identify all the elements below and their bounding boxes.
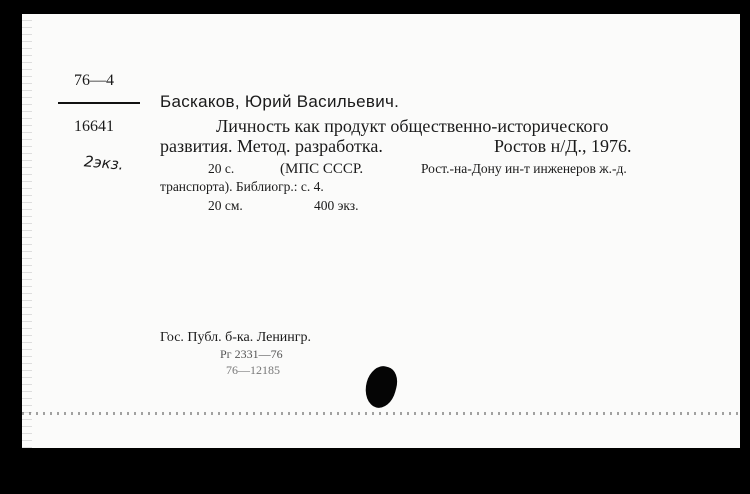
print-run: 400 экз. bbox=[314, 198, 359, 213]
shelf-mark-top: 76—4 bbox=[74, 72, 114, 89]
library-stamp-name: Гос. Публ. б-ка. Ленингр. bbox=[160, 330, 312, 345]
handwritten-copies-note: 2экз. bbox=[83, 152, 125, 174]
series-institution: Рост.-на-Дону ин-т инженеров ж.-д. bbox=[421, 161, 627, 176]
pages-count: 20 с. bbox=[208, 161, 235, 176]
title-line-2: развития. Метод. разработка. bbox=[160, 136, 383, 156]
publication-info: Ростов н/Д., 1976. bbox=[494, 136, 632, 156]
series-end-bibliography: транспорта). Библиогр.: с. 4. bbox=[160, 179, 324, 194]
author-heading: Баскаков, Юрий Васильевич. bbox=[160, 92, 400, 111]
series-start: (МПС СССР. bbox=[280, 161, 364, 177]
library-stamp-code: Рг 2331—76 bbox=[220, 347, 283, 361]
card-edge bbox=[22, 14, 32, 448]
book-size: 20 см. bbox=[208, 198, 243, 213]
library-stamp-number: 76—12185 bbox=[226, 363, 280, 377]
title-line-1: Личность как продукт общественно-исторического bbox=[216, 116, 609, 136]
ink-blot bbox=[361, 363, 401, 411]
catalog-card bbox=[22, 14, 740, 448]
shelf-mark-bottom: 16641 bbox=[74, 118, 114, 135]
shelf-mark-divider bbox=[58, 102, 140, 104]
perforation-line bbox=[22, 412, 740, 415]
